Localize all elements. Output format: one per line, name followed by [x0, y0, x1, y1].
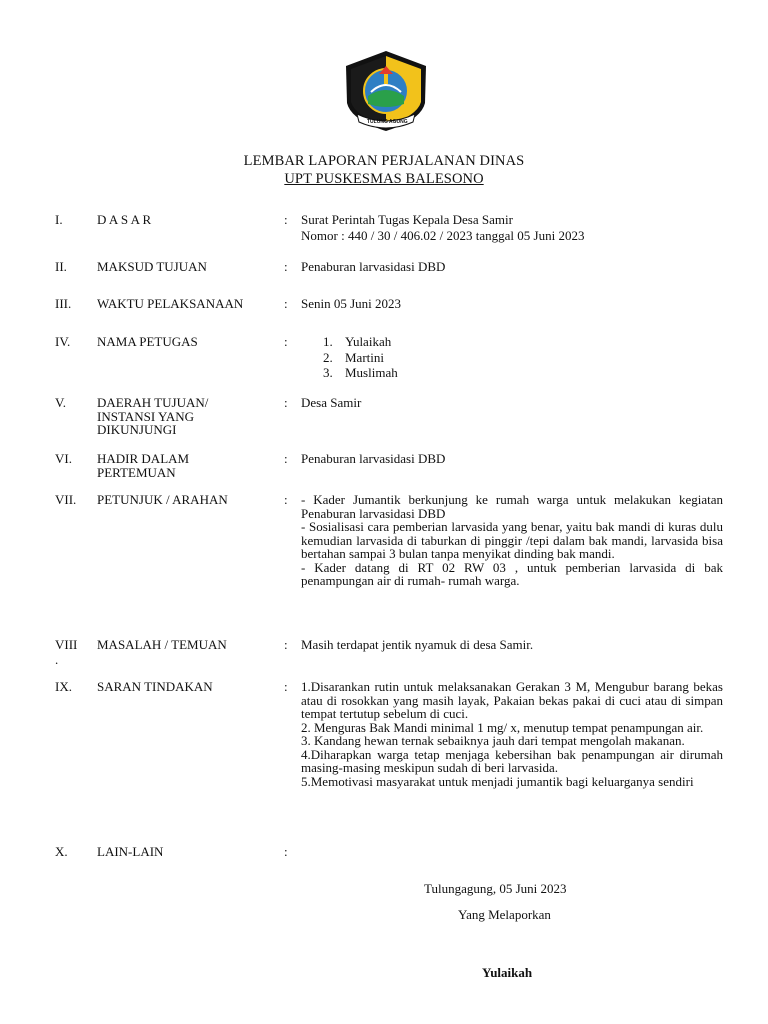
- section-value: Masih terdapat jentik nyamuk di desa Samir.: [301, 637, 534, 652]
- colon: :: [284, 212, 288, 227]
- saran-point: 5.Memotivasi masyarakat untuk menjadi jumantik bagi keluarganya sendiri: [301, 773, 694, 789]
- section-value: Desa Samir: [301, 395, 362, 410]
- colon: :: [284, 844, 288, 859]
- section-number: IV.: [55, 334, 71, 349]
- saran-point: 2. Menguras Bak Mandi minimal 1 mg/ x, menutup tempat penampungan air.: [301, 719, 704, 735]
- arahan-point: - Sosialisasi cara pemberian larvasida yang benar, yaitu bak mandi di kuras dulu kemudian larvasida di taburkan di pinggir /tepi dalam bak mandi, larvasida bisa bertahan sampai 3 bulan tanpa menyikat dinding bak mandi.: [301, 519, 723, 561]
- logo-ribbon-text: TULUNG AGUNG: [367, 119, 408, 125]
- section-label: HADIR DALAM PERTEMUAN: [97, 451, 190, 480]
- section-label: MAKSUD TUJUAN: [97, 259, 207, 274]
- section-number: VIII: [55, 637, 78, 652]
- list-item: 1. Yulaikah: [323, 334, 392, 349]
- list-item: 2. Martini: [323, 349, 384, 365]
- section-label: DAERAH TUJUAN/ INSTANSI YANG DIKUNJUNGI: [97, 395, 209, 437]
- section-label: WAKTU PELAKSANAAN: [97, 296, 244, 311]
- saran-text: [301, 680, 723, 788]
- section-number: X.: [55, 844, 68, 859]
- section-value: Senin 05 Juni 2023: [301, 296, 402, 311]
- arahan-point: - Kader Jumantik berkunjung ke rumah warga untuk melakukan kegiatan Penaburan larvasidasi DBD: [301, 492, 723, 521]
- colon: :: [284, 296, 288, 311]
- document-subtitle: [0, 171, 768, 188]
- section-number: VI.: [55, 451, 72, 466]
- section-label: NAMA PETUGAS: [97, 334, 198, 349]
- signature-place-date: Tulungagung, 05 Juni 2023: [424, 881, 567, 896]
- section-value: Penaburan larvasidasi DBD: [301, 451, 446, 466]
- section-value: Penaburan larvasidasi DBD: [301, 259, 446, 274]
- section-number: III.: [55, 296, 72, 311]
- colon: :: [284, 395, 288, 410]
- section-number-dot: .: [55, 652, 59, 667]
- section-label: D A S A R: [97, 212, 152, 227]
- section-number: VII.: [55, 492, 77, 507]
- section-label: PETUNJUK / ARAHAN: [97, 492, 228, 507]
- section-label: SARAN TINDAKAN: [97, 679, 213, 694]
- colon: :: [284, 334, 288, 349]
- document-subtitle-text: UPT PUSKESMAS BALESONO: [284, 171, 484, 187]
- saran-point: 4.Diharapkan warga tetap menjaga kebersihan bak penampungan air dirumah masing-masing meskipun sudah di beri larvasida.: [301, 746, 723, 775]
- section-number: II.: [55, 259, 67, 274]
- dasar-line-1: Surat Perintah Tugas Kepala Desa Samir: [301, 212, 513, 227]
- colon: :: [284, 679, 288, 694]
- petugas-list: [323, 335, 398, 382]
- colon: :: [284, 492, 288, 507]
- signature-name: Yulaikah: [482, 965, 533, 980]
- section-number: I.: [55, 212, 63, 227]
- tulungagung-logo: [341, 48, 431, 134]
- arahan-point: - Kader datang di RT 02 RW 03 , untuk pemberian larvasida di bak penampungan air di rumah- rumah warga.: [301, 559, 723, 588]
- colon: :: [284, 637, 288, 652]
- section-label: MASALAH / TEMUAN: [97, 637, 227, 652]
- section-number: IX.: [55, 679, 72, 694]
- saran-point: 1.Disarankan rutin untuk melaksanakan Gerakan 3 M, Mengubur barang bekas atau di rosokkan yang masih layak, Pakaian bekas pakai di cuci atau di simpan tempat tertutup sebelum di cuci.: [301, 679, 723, 721]
- colon: :: [284, 451, 288, 466]
- colon: :: [284, 259, 288, 274]
- dasar-line-2: Nomor : 440 / 30 / 406.02 / 2023 tanggal 05 Juni 2023: [301, 228, 585, 243]
- section-label: LAIN-LAIN: [97, 844, 164, 859]
- document-title: LEMBAR LAPORAN PERJALANAN DINAS: [243, 153, 525, 169]
- signature-role: Yang Melaporkan: [458, 907, 551, 922]
- list-item: 3. Muslimah: [323, 365, 398, 380]
- arahan-text: [301, 493, 723, 588]
- saran-point: 3. Kandang hewan ternak sebaiknya jauh dari tempat mengolah makanan.: [301, 733, 685, 748]
- section-number: V.: [55, 395, 66, 410]
